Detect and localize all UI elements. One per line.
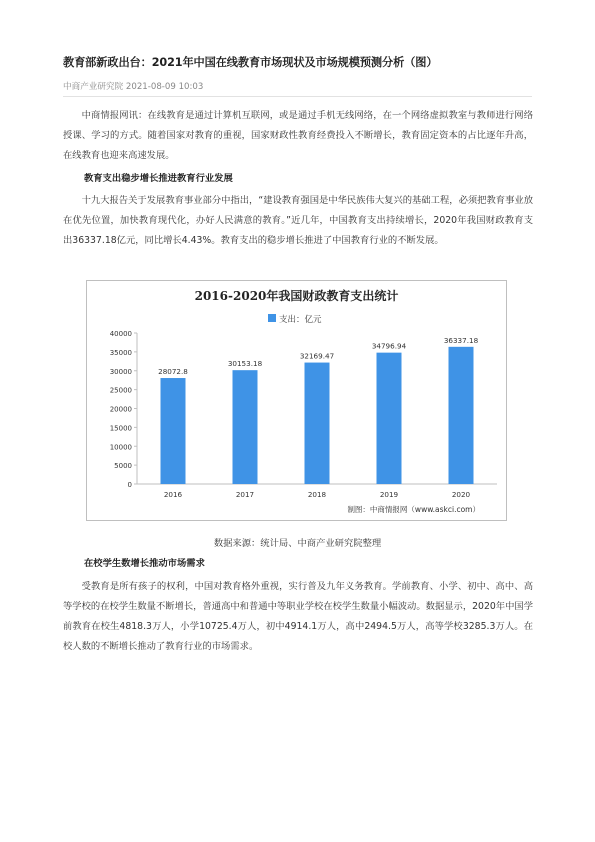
x-tick-label-2019: 2019	[379, 490, 399, 499]
y-tick-label: 5000	[114, 462, 132, 471]
bar-2016	[161, 378, 186, 484]
bar-2019	[377, 353, 402, 484]
x-tick-label-2020: 2020	[451, 490, 471, 499]
legend-label: 支出：亿元	[279, 315, 322, 325]
y-tick-label: 20000	[109, 405, 132, 414]
chart-credit: 制图：中商情报网（www.askci.com）	[347, 505, 480, 514]
data-label-2018: 32169.47	[299, 351, 335, 361]
students-paragraph: 受教育是所有孩子的权利，中国对教育格外重视，实行普及九年义务教育。学前教育、小学、初中、高中、高等学校的在校学生数量不断增长，普通高中和普通中等职业学校在校学生数量小幅波动。数据显示，2020年中国学前教育在校生4818.3万人，小学10725.4万人，初中4914.1万人，高中2494.5万人，高等学校3285.3万人。在校人数的不断增长推动了教育行业的市场需求。	[63, 581, 533, 652]
data-label-2017: 30153.18	[227, 359, 263, 369]
chart-canvas	[87, 281, 506, 520]
data-label-2020: 36337.18	[443, 335, 479, 345]
y-tick-label: 25000	[109, 386, 132, 395]
bar-2017	[233, 370, 258, 484]
y-tick-label: 10000	[109, 443, 132, 452]
title-divider	[63, 96, 532, 97]
y-tick-label: 40000	[109, 330, 132, 338]
article-title: 教育部新政出台：2021年中国在线教育市场现状及市场规模预测分析（图）	[63, 56, 438, 69]
x-tick-label-2017: 2017	[235, 490, 255, 499]
article-meta: 中商产业研究院 2021-08-09 10:03	[63, 82, 204, 92]
data-label-2019: 34796.94	[371, 341, 407, 351]
bar-2018	[305, 363, 330, 484]
section-heading-students: 在校学生数增长推动市场需求	[84, 558, 205, 569]
y-tick-label: 0	[127, 481, 132, 489]
intro-paragraph: 中商情报网讯：在线教育是通过计算机互联网，或是通过手机无线网络，在一个网络虚拟教室与教师进行网络授课、学习的方式。随着国家对教育的重视，国家财政性教育经费投入不断增长，教育固定资本的占比逐年升高，在线教育也迎来高速发展。	[63, 110, 533, 161]
y-tick-label: 30000	[109, 367, 132, 376]
spending-paragraph: 十九大报告关于发展教育事业部分中指出，“建设教育强国是中华民族伟大复兴的基础工程，必须把教育事业放在优先位置，加快教育现代化，办好人民满意的教育。”近几年，中国教育支出持续增长，2020年我国财政教育支出36337.18亿元，同比增长4.43%。教育支出的稳步增长推进了中国教育行业的不断发展。	[63, 195, 533, 246]
x-tick-label-2016: 2016	[163, 490, 183, 499]
x-tick-label-2018: 2018	[307, 490, 327, 499]
education-spending-chart	[86, 280, 507, 521]
legend-swatch	[268, 314, 276, 322]
bar-2020	[449, 347, 474, 484]
chart-title: 2016-2020年我国财政教育支出统计	[194, 289, 399, 303]
section-heading-spending: 教育支出稳步增长推进教育行业发展	[84, 173, 233, 184]
y-tick-label: 35000	[109, 348, 132, 357]
figure-caption: 数据来源：统计局、中商产业研究院整理	[213, 538, 382, 549]
y-tick-label: 15000	[109, 424, 132, 433]
data-label-2016: 28072.8	[158, 367, 188, 377]
